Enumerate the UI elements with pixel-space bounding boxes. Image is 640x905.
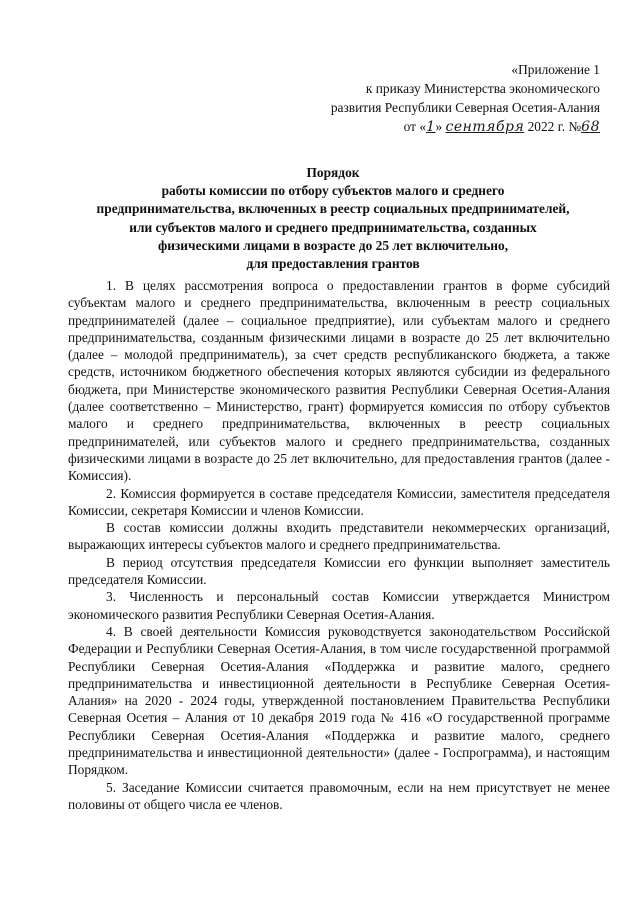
title-line: физическими лицами в возрасте до 25 лет включительно, (157, 237, 509, 253)
title-line: работы комиссии по отбору субъектов малого и среднего (161, 183, 505, 199)
paragraph-2-composition: В состав комиссии должны входить представители некоммерческих организаций, выражающих интересы субъектов малого и среднего предпринимательства. (68, 520, 610, 553)
annex-date-line (300, 117, 600, 137)
annex-order-reference: к приказу Министерства экономического (365, 81, 600, 96)
annex-header (300, 60, 600, 137)
title-line: для предоставления грантов (246, 256, 420, 272)
date-mid: » (435, 119, 443, 134)
document-title (40, 164, 626, 273)
paragraph-5: 5. Заседание Комиссии считается правомочным, если на нем присутствует не менее половины от общего числа ее членов. (68, 779, 610, 812)
paragraph-3: 3. Численность и персональный состав Комиссии утверждается Министром экономического развития Республики Северная Осетия-Алания. (68, 589, 610, 622)
paragraph-2: 2. Комиссия формируется в составе председателя Комиссии, заместителя председателя Комиссии, секретаря Комиссии и членов Комиссии. (68, 485, 610, 518)
date-day-handwritten: 1 (426, 119, 436, 135)
paragraph-1: 1. В целях рассмотрения вопроса о предоставлении грантов в форме субсидий субъектам малого и среднего предпринимательства, включенным в реестр социальных предпринимателей (далее – социальное предприятие), или субъектам малого и среднего предпринимательства, созданным физическими лицами в возрасте до 25 лет включительно (далее – молодой предприниматель), за счет средств республиканского бюджета, а также средств, источником бюджетного обеспечения которых являются субсидии из федерального бюджета, при Министерстве экономического развития Республики Северная Осетия-Алания (далее соответственно – Министерство, грант) формируется комиссия по отбору субъектов малого и среднего предпринимательства, включенных в реестр социальных предпринимателей, или субъектов малого и среднего предпринимательства, созданных физическими лицами в возрасте до 25 лет включительно, для предоставления грантов (далее - Комиссия). (68, 278, 610, 484)
title-line: или субъектов малого и среднего предпринимательства, созданных (129, 219, 537, 235)
order-number-handwritten: 68 (581, 119, 600, 135)
title-line: предпринимательства, включенных в реестр социальных предпринимателей, (96, 201, 570, 217)
paragraph-4: 4. В своей деятельности Комиссия руководствуется законодательством Российской Федерации и Республики Северная Осетия-Алания, в том числе государственной программой Республики Северная Осетия-Алания «Поддержка и развитие малого, среднего предпринимательства и инвестиционной деятельности в Республике Северная Осетия-Алания» на 2020 - 2024 годы, утвержденной постановлением Правительства Республики Северная Осетия – Алания от 10 декабря 2019 года № 416 «О государственной программе Республики Северная Осетия-Алания «Поддержка и развитие малого, среднего предпринимательства и инвестиционной деятельности» (далее - Госпрограмма), и настоящим Порядком. (68, 623, 610, 778)
date-year: 2022 г. № (527, 119, 582, 134)
title-heading: Порядок (306, 165, 360, 180)
paragraph-2-absence: В период отсутствия председателя Комиссии его функции выполняет заместитель председателя Комиссии. (68, 554, 610, 588)
annex-title: «Приложение 1 (511, 62, 600, 77)
date-month-handwritten: сентября (445, 119, 525, 135)
date-prefix: от « (403, 119, 427, 134)
document-body (68, 277, 610, 813)
annex-ministry-name: развития Республики Северная Осетия-Алания (330, 100, 600, 115)
